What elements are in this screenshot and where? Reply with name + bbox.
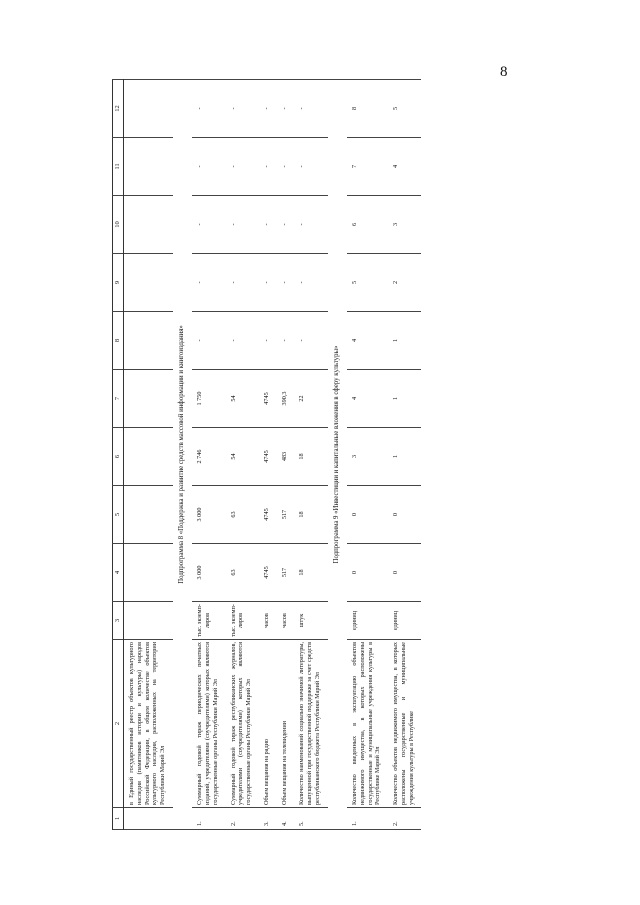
- column-number-row: [113, 80, 124, 830]
- value-cell: -: [277, 254, 295, 312]
- value-cell: -: [226, 312, 259, 370]
- value-cell: 1 750: [192, 370, 225, 428]
- rotated-page-content: [112, 80, 544, 830]
- row-number: 4.: [277, 808, 295, 830]
- value-cell: [124, 428, 173, 486]
- unit: часов: [277, 602, 295, 640]
- value-cell: 18: [294, 486, 327, 544]
- table-row: [192, 80, 225, 830]
- value-cell: -: [294, 80, 327, 138]
- value-cell: [124, 138, 173, 196]
- table-row: [277, 80, 295, 830]
- value-cell: 3 000: [192, 544, 225, 602]
- unit: часов: [259, 602, 277, 640]
- value-cell: -: [294, 312, 327, 370]
- value-cell: -: [277, 138, 295, 196]
- value-cell: -: [277, 80, 295, 138]
- indicators-table: [112, 79, 421, 830]
- row-number: 2.: [388, 808, 421, 830]
- value-cell: 63: [226, 486, 259, 544]
- value-cell: [124, 544, 173, 602]
- indicator-name: Объем вещания на радио: [259, 640, 277, 808]
- subprogram-heading-row: [173, 80, 192, 830]
- unit: [124, 602, 173, 640]
- value-cell: -: [294, 138, 327, 196]
- value-cell: -: [226, 80, 259, 138]
- col-header: 4: [113, 544, 124, 602]
- value-cell: 4745: [259, 486, 277, 544]
- col-header: 12: [113, 80, 124, 138]
- row-number: [124, 808, 173, 830]
- value-cell: -: [259, 196, 277, 254]
- row-number: 5.: [294, 808, 327, 830]
- value-cell: 0: [388, 544, 421, 602]
- unit: единиц: [388, 602, 421, 640]
- col-header: 6: [113, 428, 124, 486]
- value-cell: 4: [388, 138, 421, 196]
- table-row: [294, 80, 327, 830]
- value-cell: 4745: [259, 370, 277, 428]
- row-number: 1.: [347, 808, 388, 830]
- col-header: 3: [113, 602, 124, 640]
- value-cell: -: [277, 196, 295, 254]
- value-cell: 0: [388, 486, 421, 544]
- value-cell: 0: [347, 486, 388, 544]
- indicator-name: в Единый государственный реестр объектов культурного наследия (памятников истории и культуры) народов Российской Федерации, в общем количестве объектов культурного наследия, расположенных на территории Республики Марий Эл: [124, 640, 173, 808]
- value-cell: [124, 80, 173, 138]
- col-header: 5: [113, 486, 124, 544]
- value-cell: -: [192, 312, 225, 370]
- value-cell: -: [277, 312, 295, 370]
- value-cell: 4745: [259, 428, 277, 486]
- value-cell: -: [192, 138, 225, 196]
- value-cell: -: [294, 196, 327, 254]
- value-cell: -: [226, 254, 259, 312]
- col-header: 2: [113, 640, 124, 808]
- value-cell: 4: [347, 312, 388, 370]
- value-cell: 1: [388, 312, 421, 370]
- row-number: 1.: [192, 808, 225, 830]
- col-header: 8: [113, 312, 124, 370]
- value-cell: -: [259, 138, 277, 196]
- value-cell: 5: [347, 254, 388, 312]
- value-cell: 390,3: [277, 370, 295, 428]
- value-cell: [124, 254, 173, 312]
- value-cell: 1: [388, 428, 421, 486]
- col-header: 10: [113, 196, 124, 254]
- value-cell: -: [226, 196, 259, 254]
- unit: штук: [294, 602, 327, 640]
- value-cell: 517: [277, 486, 295, 544]
- value-cell: [124, 312, 173, 370]
- value-cell: 63: [226, 544, 259, 602]
- value-cell: 4: [347, 370, 388, 428]
- indicator-name: Количество введенных в эксплуатацию объектов недвижимого имущества, в которых расположены государственные и муниципальные учреждения культуры в Республике Марий Эл: [347, 640, 388, 808]
- value-cell: [124, 486, 173, 544]
- value-cell: -: [259, 80, 277, 138]
- col-header: 9: [113, 254, 124, 312]
- value-cell: 22: [294, 370, 327, 428]
- row-number: 2.: [226, 808, 259, 830]
- value-cell: 483: [277, 428, 295, 486]
- value-cell: -: [226, 138, 259, 196]
- value-cell: 54: [226, 428, 259, 486]
- value-cell: 0: [347, 544, 388, 602]
- value-cell: 1: [388, 370, 421, 428]
- subprogram-heading-row: [328, 80, 347, 830]
- page-number: 8: [500, 64, 508, 80]
- value-cell: 6: [347, 196, 388, 254]
- value-cell: -: [192, 254, 225, 312]
- value-cell: [124, 370, 173, 428]
- value-cell: -: [192, 196, 225, 254]
- value-cell: -: [259, 312, 277, 370]
- unit: единиц: [347, 602, 388, 640]
- value-cell: -: [259, 254, 277, 312]
- indicator-name: Суммарный годовой тираж периодических печатных изданий, учредителями (соучредителями) которых являются государственные органы Республики Марий Эл: [192, 640, 225, 808]
- value-cell: 54: [226, 370, 259, 428]
- col-header: 7: [113, 370, 124, 428]
- subprogram-9-title: Подпрограмма 9 «Инвестиции и капитальные вложения в сферу культуры»: [328, 80, 347, 830]
- row-number: 3.: [259, 808, 277, 830]
- table-row: [388, 80, 421, 830]
- value-cell: 2 746: [192, 428, 225, 486]
- unit: тыс. экземп-ляров: [226, 602, 259, 640]
- value-cell: 3: [388, 196, 421, 254]
- value-cell: 18: [294, 544, 327, 602]
- value-cell: 517: [277, 544, 295, 602]
- value-cell: -: [294, 254, 327, 312]
- value-cell: 2: [388, 254, 421, 312]
- value-cell: 3 000: [192, 486, 225, 544]
- value-cell: 5: [388, 80, 421, 138]
- rotated-page: [112, 80, 544, 830]
- value-cell: 18: [294, 428, 327, 486]
- col-header: 1: [113, 808, 124, 830]
- indicator-name: Объем вещания на телевидении: [277, 640, 295, 808]
- value-cell: 4745: [259, 544, 277, 602]
- table-row: [347, 80, 388, 830]
- value-cell: 3: [347, 428, 388, 486]
- table-row: [124, 80, 173, 830]
- subprogram-8-title: Подпрограмма 8 «Поддержка и развитие средств массовой информации и книгоиздания»: [173, 80, 192, 830]
- table-row: [226, 80, 259, 830]
- indicator-name: Количество объектов недвижимого имущества, в которых расположены государственные и муниципальные учреждения культуры в Республике: [388, 640, 421, 808]
- indicator-name: Суммарный годовой тираж республиканских журналов, учредителями (соучредителями) которых являются государственные органы Республики Марий Эл: [226, 640, 259, 808]
- value-cell: -: [192, 80, 225, 138]
- value-cell: 8: [347, 80, 388, 138]
- value-cell: [124, 196, 173, 254]
- indicator-name: Количество наименований социально значимой литературы, выпущенной при государственной поддержке за счет средств республиканского бюджета Республики Марий Эл: [294, 640, 327, 808]
- table-row: [259, 80, 277, 830]
- col-header: 11: [113, 138, 124, 196]
- value-cell: 7: [347, 138, 388, 196]
- unit: тыс. экземп-ляров: [192, 602, 225, 640]
